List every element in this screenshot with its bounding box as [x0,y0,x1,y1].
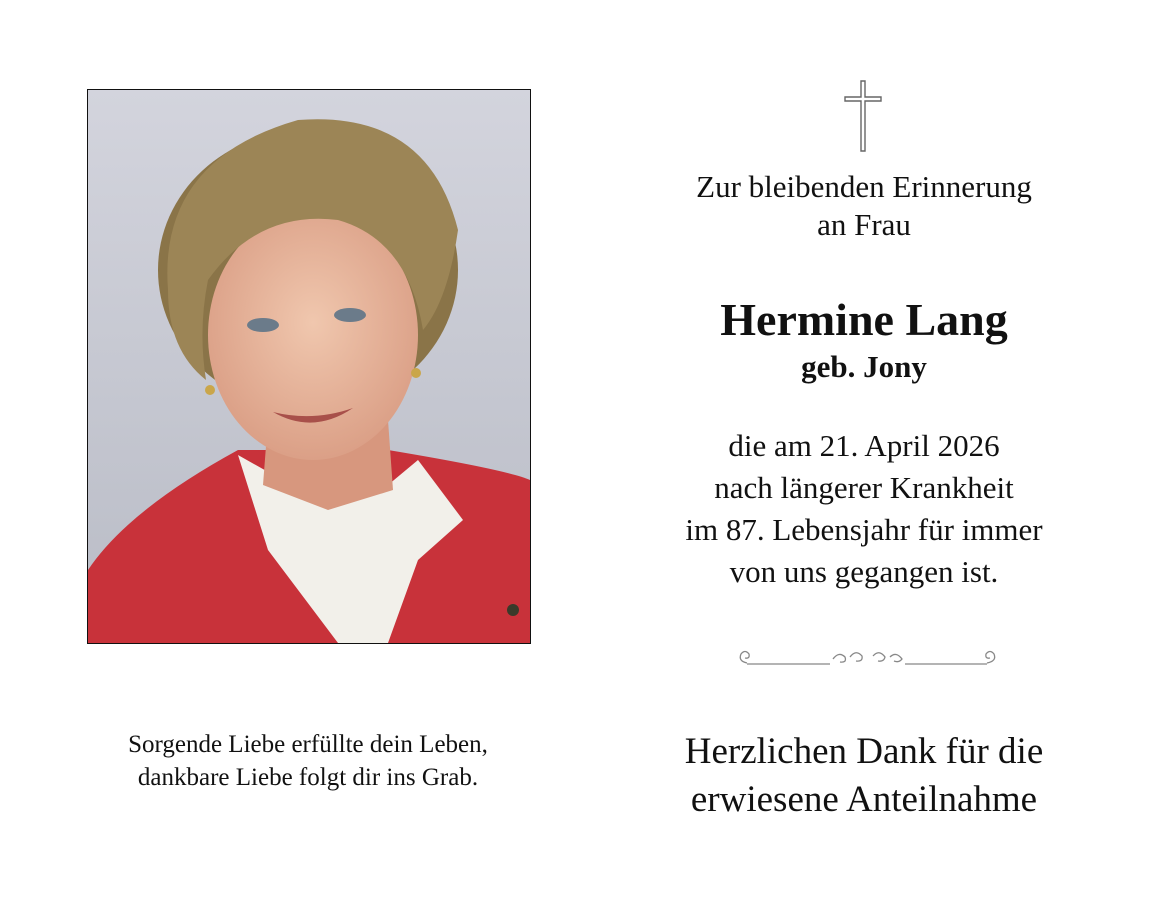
thanks-line-1: Herzlichen Dank für die [684,731,1044,772]
memorial-verse [60,728,556,794]
maiden-name: geb. Jony [801,349,927,384]
notice-line-3: im 87. Lebensjahr für immer [685,512,1043,547]
deceased-name: Hermine Lang [720,294,1008,345]
thanks-line-2: erwiesene Anteilnahme [690,779,1038,820]
verse-line-2: dankbare Liebe folgt dir ins Grab. [137,764,479,791]
notice-line-1: die am 21. April 2026 [728,428,1000,463]
intro-line-1: Zur bleibenden Erinnerung [696,169,1032,204]
verse-line-1: Sorgende Liebe erfüllte dein Leben, [128,731,488,758]
cross-icon [844,80,882,152]
portrait-photo [87,89,531,644]
portrait-image [88,90,530,643]
notice-line-4: von uns gegangen ist. [729,554,999,589]
notice-line-2: nach längerer Krankheit [714,470,1014,505]
intro-text [600,168,1128,244]
death-notice [600,425,1128,593]
intro-line-2: an Frau [817,207,911,242]
thanks-text [600,728,1128,824]
ornament-divider [735,645,1000,671]
